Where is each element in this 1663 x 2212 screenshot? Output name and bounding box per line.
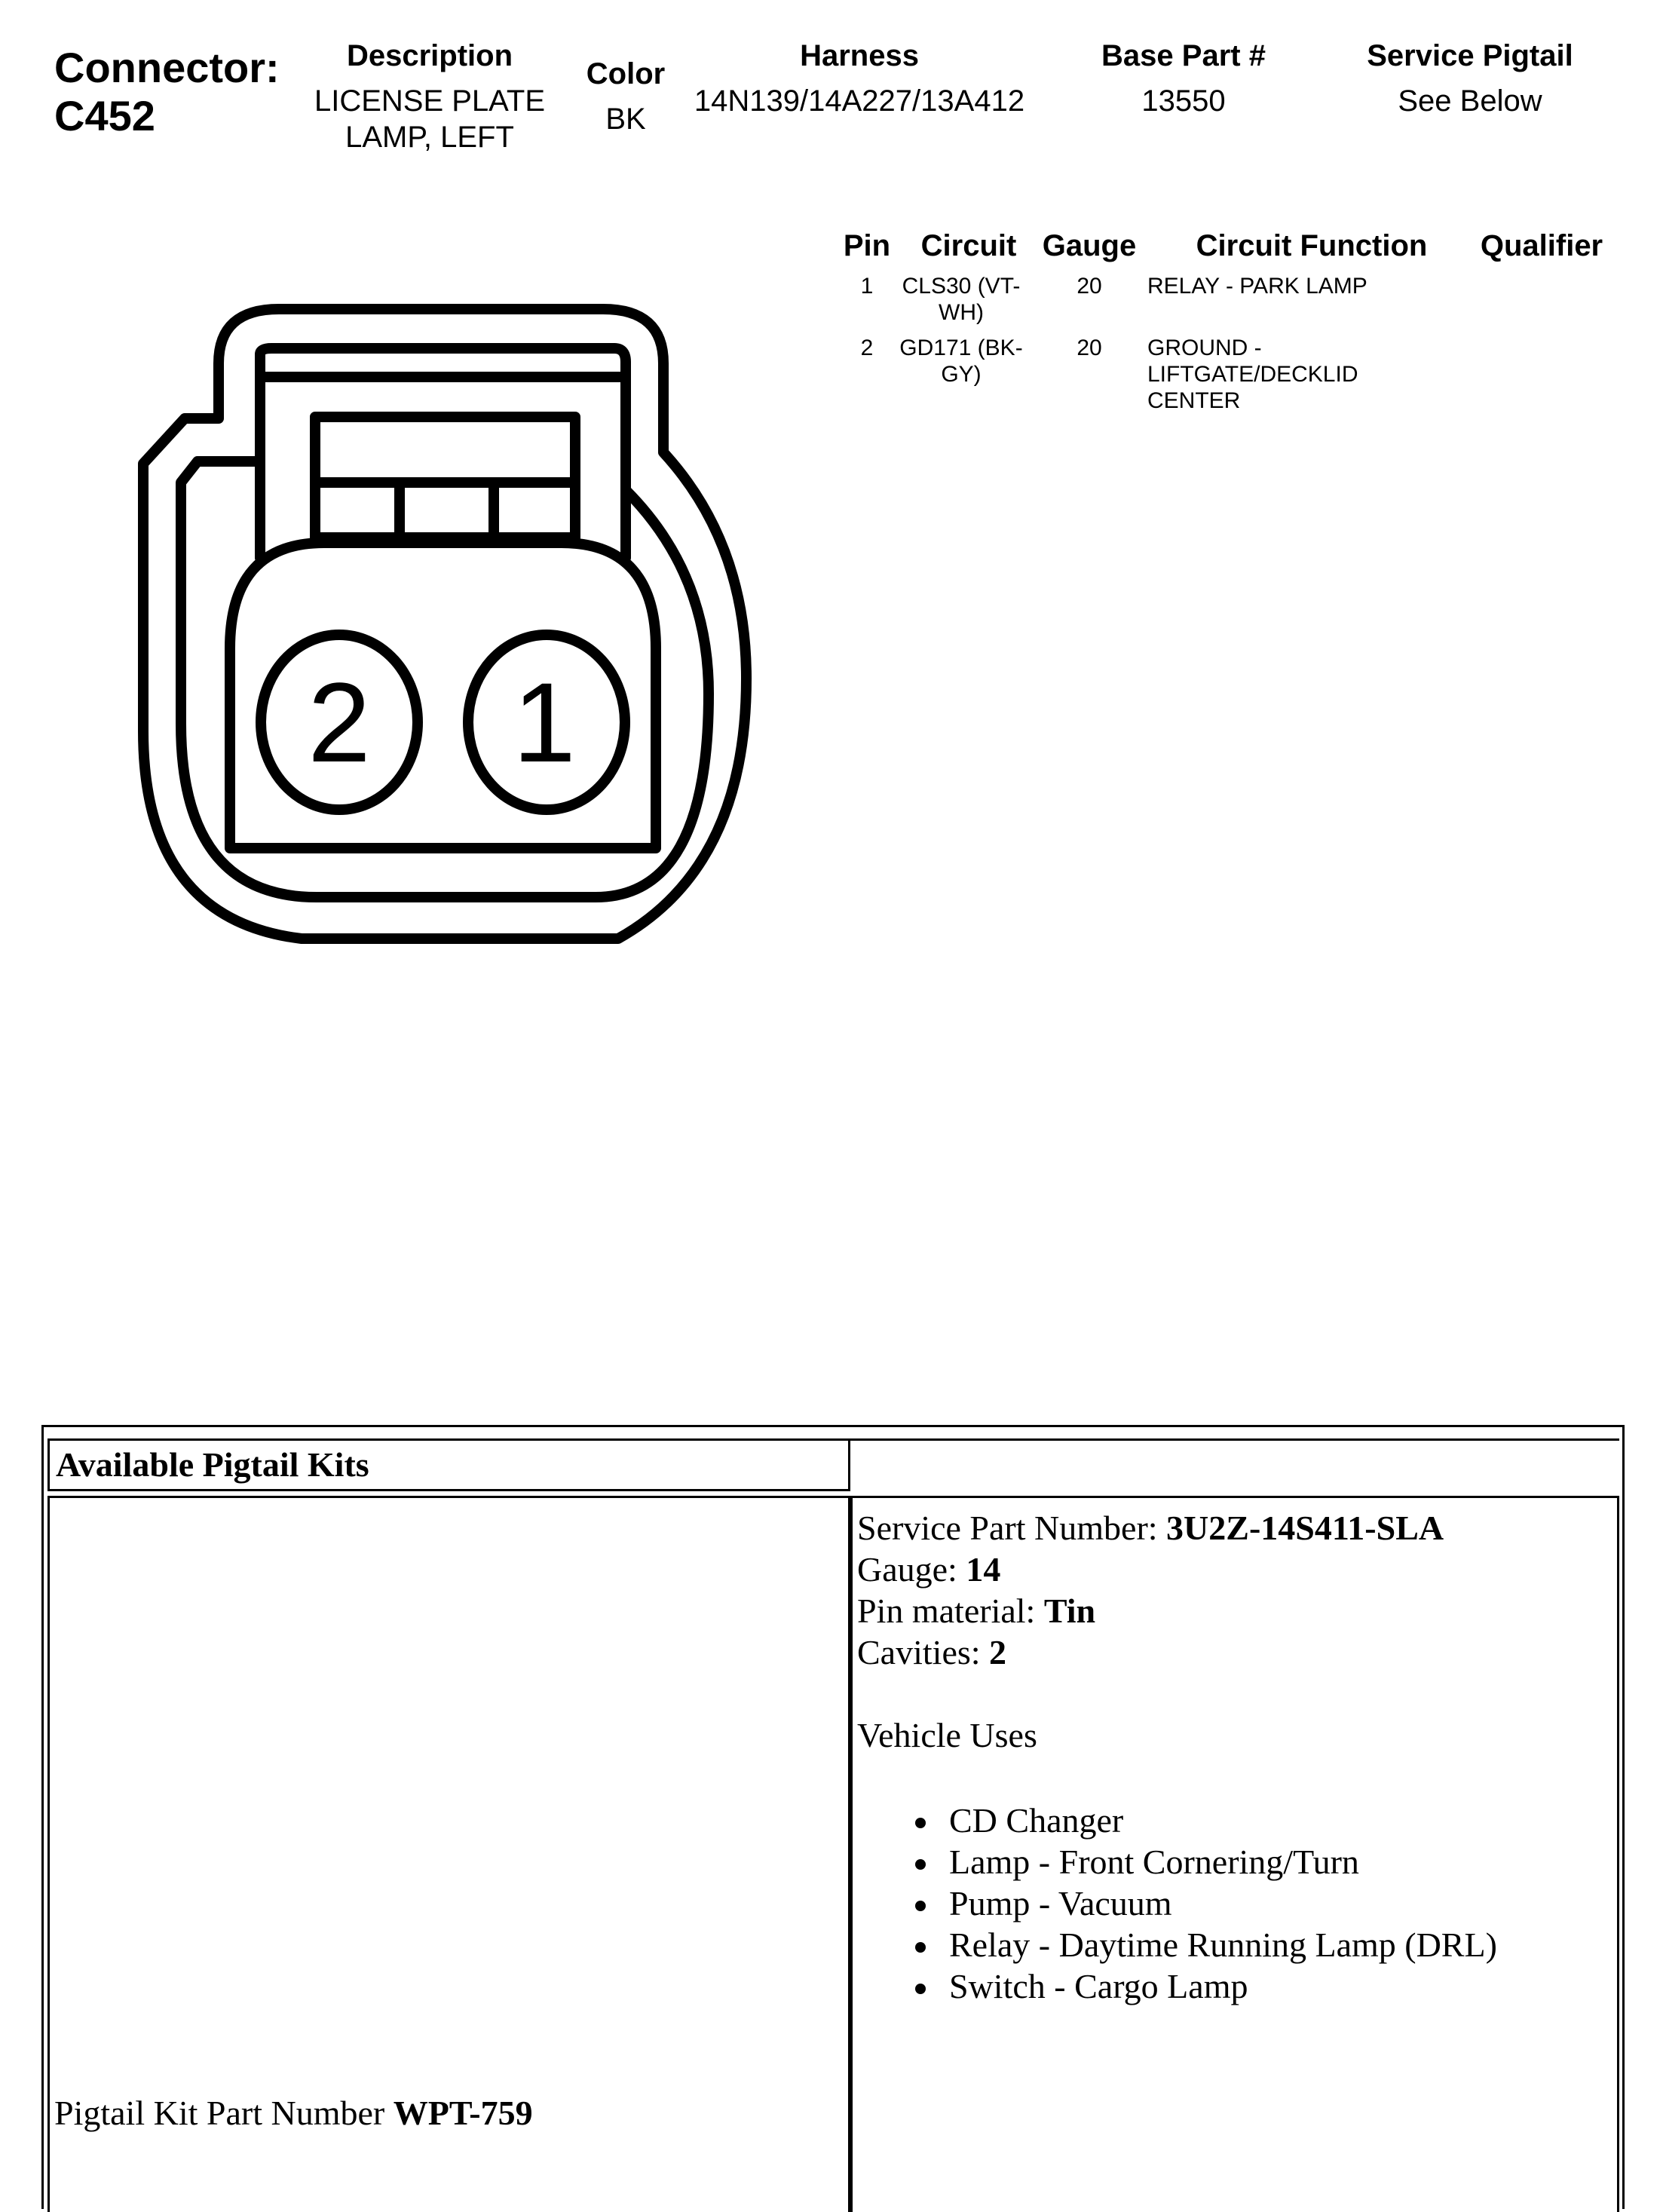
kit-part-label: Pigtail Kit Part Number	[54, 2094, 394, 2132]
cavities-line	[857, 1631, 1497, 1673]
kit-part-line	[54, 2092, 533, 2134]
row1-gauge: 20	[1077, 274, 1102, 299]
row2-function: GROUND - LIFTGATE/DECKLID CENTER	[1147, 335, 1358, 413]
pin-material-value: Tin	[1043, 1592, 1096, 1630]
service-part-line	[857, 1507, 1497, 1549]
kit-part-number: WPT-759	[393, 2094, 533, 2132]
pigtail-title: Available Pigtail Kits	[47, 1438, 850, 1491]
pin-header: Pin	[843, 229, 891, 262]
service-pigtail-label: Service Pigtail	[1367, 39, 1573, 72]
list-item: CD Changer	[857, 1800, 1497, 1841]
row1-function: RELAY - PARK LAMP	[1147, 274, 1367, 299]
pin-material-label: Pin material:	[857, 1592, 1044, 1630]
gauge-label: Gauge:	[857, 1550, 966, 1589]
harness-label: Harness	[800, 39, 919, 72]
list-item: Switch - Cargo Lamp	[857, 1965, 1497, 2007]
gauge-line	[857, 1549, 1497, 1590]
connector-label: Connector:	[54, 44, 280, 91]
description-value: LICENSE PLATE LAMP, LEFT	[314, 84, 546, 154]
color-value: BK	[605, 103, 646, 136]
base-part-label: Base Part #	[1101, 39, 1266, 72]
service-pigtail-value: See Below	[1398, 84, 1542, 118]
qualifier-header: Qualifier	[1480, 229, 1603, 262]
vehicle-uses-heading: Vehicle Uses	[857, 1716, 1037, 1754]
row1-pin: 1	[860, 274, 874, 299]
circuit-function-header: Circuit Function	[1196, 229, 1428, 262]
list-item: Lamp - Front Cornering/Turn	[857, 1841, 1497, 1883]
pigtail-image-cell	[47, 1496, 850, 2212]
circuit-header: Circuit	[920, 229, 1017, 262]
pigtail-title-spacer	[850, 1438, 1619, 1491]
list-item: Pump - Vacuum	[857, 1883, 1497, 1924]
harness-value: 14N139/14A227/13A412	[694, 84, 1025, 118]
description-label: Description	[346, 39, 513, 72]
color-label: Color	[586, 57, 666, 90]
base-part-value: 13550	[1141, 84, 1226, 118]
pigtail-info	[857, 1507, 1497, 2007]
cavity-housing	[230, 543, 656, 848]
pin-material-line	[857, 1590, 1497, 1631]
row2-gauge: 20	[1077, 335, 1102, 360]
row2-circuit: GD171 (BK- GY)	[899, 335, 1023, 387]
row2-pin: 2	[860, 335, 874, 360]
pin-label-1: 1	[513, 659, 576, 786]
pin-label-2: 2	[308, 659, 371, 786]
list-item: Relay - Daytime Running Lamp (DRL)	[857, 1924, 1497, 1965]
service-part-number: 3U2Z-14S411-SLA	[1166, 1509, 1444, 1547]
row1-circuit: CLS30 (VT- WH)	[902, 274, 1021, 325]
vehicle-uses-list	[857, 1800, 1497, 2007]
gauge-value: 14	[966, 1550, 1001, 1589]
cavities-value: 2	[989, 1633, 1007, 1671]
connector-id: C452	[54, 92, 155, 139]
service-part-label: Service Part Number:	[857, 1509, 1167, 1547]
connector-diagram	[0, 0, 829, 980]
cavities-label: Cavities:	[857, 1633, 990, 1671]
gauge-header: Gauge	[1042, 229, 1137, 262]
pigtail-info-cell	[850, 1496, 1619, 2212]
